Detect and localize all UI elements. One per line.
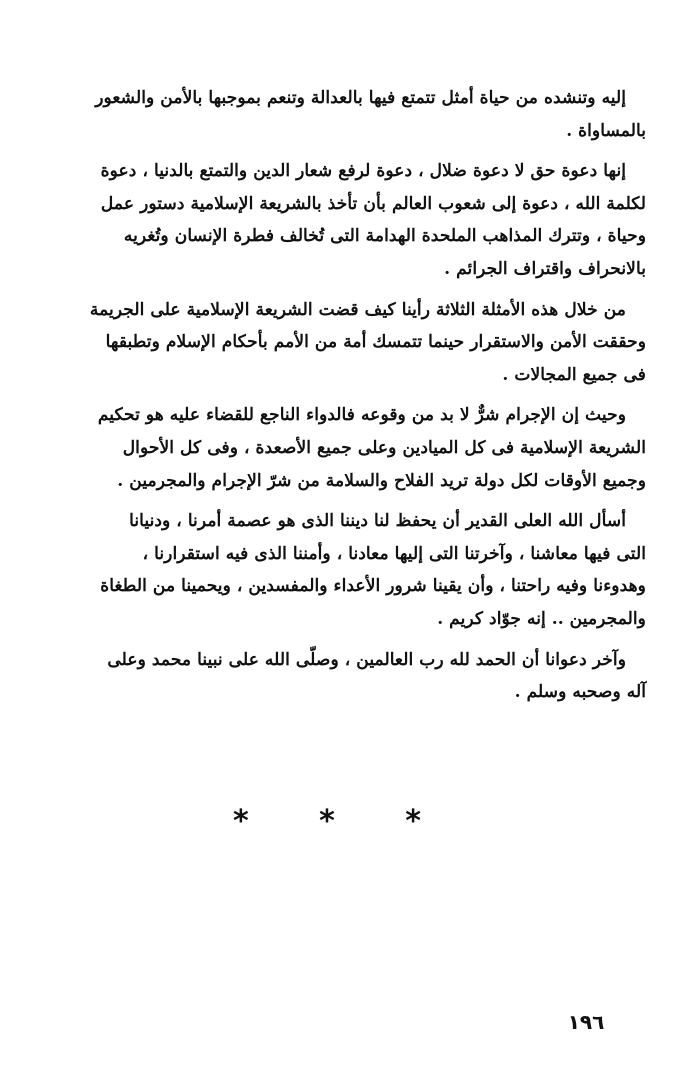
page-body-text	[40, 82, 646, 717]
paragraph-6: وآخر دعوانا أن الحمد لله رب العالمين ، وصلّى الله على نبينا محمد وعلى آله وصحبه وسلم .	[107, 649, 646, 703]
paragraph-5: أسأل الله العلى القدير أن يحفظ لنا ديننا الذى هو عصمة أمرنا ، ودنيانا التى فيها معاشنا ، وآخرتنا التى إليها معادنا ، وأمننا الذى فيه استقرارنا ، وهدوءنا وفيه راحتنا ، وأن يقينا شرور الأعداء والمفسدين ، ويحمينا من الطغاة والمجرمين .. إنه جوّاد كريم .	[100, 511, 646, 629]
paragraph-1: إليه وتنشده من حياة أمثل تتمتع فيها بالعدالة وتنعم بموجبها بالأمن والشعور بالمساواة .	[95, 88, 646, 141]
paragraph-2: إنها دعوة حق لا دعوة ضلال ، دعوة لرفع شعار الدين والتمتع بالدنيا ، دعوة لكلمة الله ، دعوة إلى شعوب العالم بأن تأخذ بالشريعة الإسلامية دستور عمل وحياة ، وتترك المذاهب الملحدة الهدامة التى تُخالف فطرة الإنسان وتُغريه بالانحراف واقتراف الجرائم .	[100, 161, 646, 279]
paragraph-4: وحيث إن الإجرام شرٌّ لا بد من وقوعه فالدواء الناجع للقضاء عليه هو تحكيم الشريعة الإسلامية فى كل الميادين وعلى جميع الأصعدة ، وفى كل الأحوال وجميع الأوقات لكل دولة تريد الفلاح والسلامة من شرّ الإجرام والمجرمين .	[97, 405, 646, 491]
paragraph-3: من خلال هذه الأمثلة الثلاثة رأينا كيف قضت الشريعة الإسلامية على الجريمة وحققت الأمن والاستقرار حينما تتمسك أمة من الأمم بأحكام الإسلام وتطبقها فى جميع المجالات .	[89, 299, 646, 385]
section-separator: * * *	[233, 804, 451, 839]
page-number: ١٩٦	[567, 1010, 605, 1034]
